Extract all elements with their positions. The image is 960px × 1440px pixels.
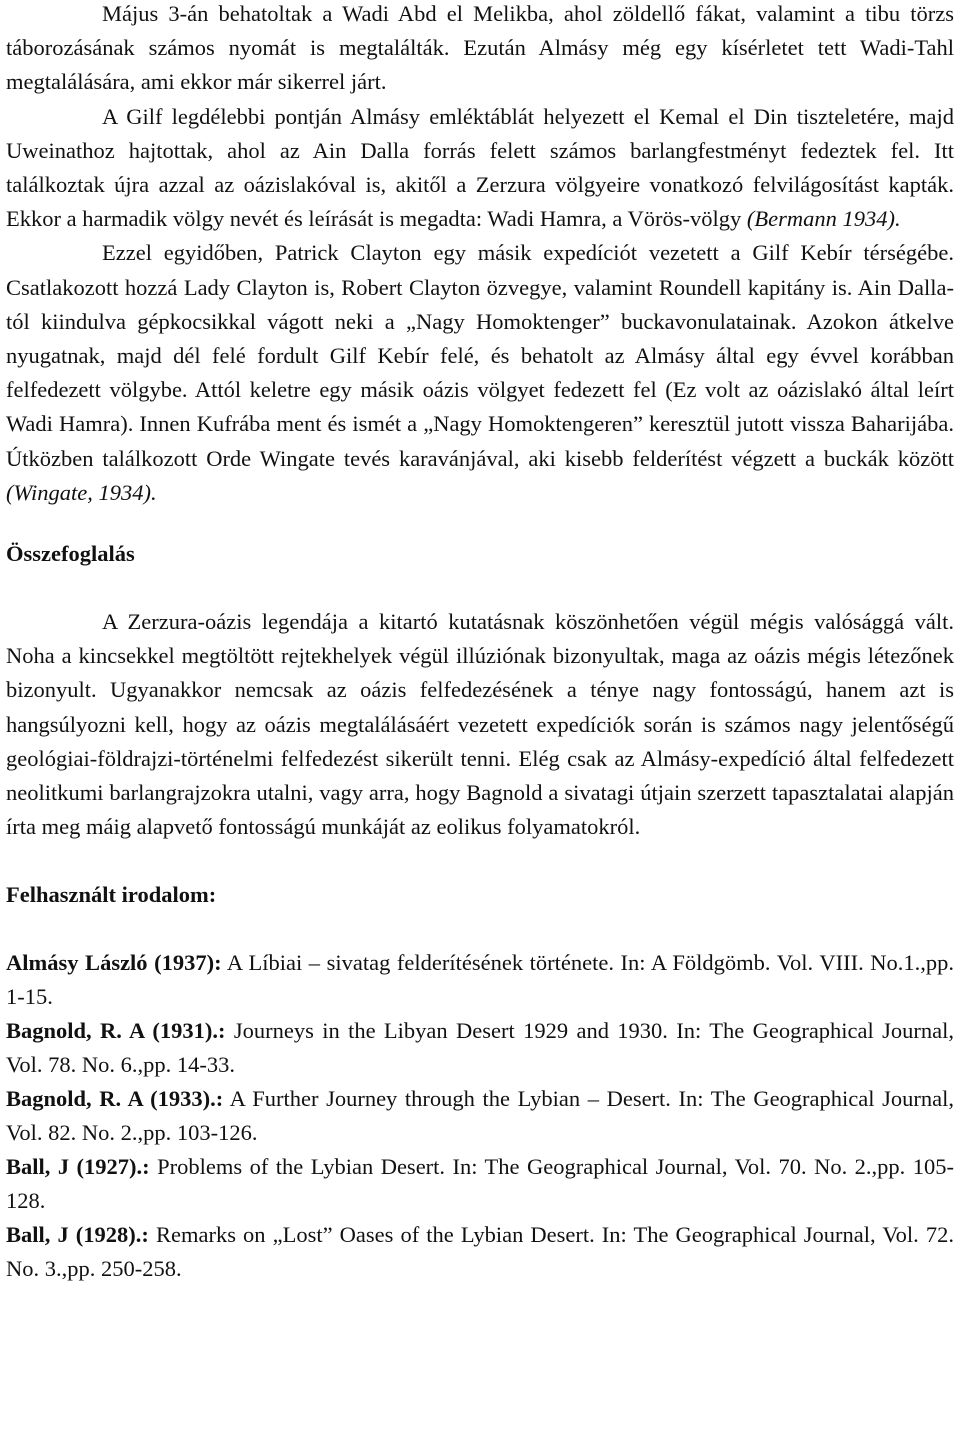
section-heading-summary: Összefoglalás (6, 541, 135, 567)
body-paragraph-1 (6, 0, 954, 100)
reference-text: Journeys in the Libyan Desert 1929 and 1930. In: The Geographical Journal, Vol. 78. No. 6.,pp. 14-33. (6, 1018, 955, 1078)
reference-author: Bagnold, R. A (1931).: (6, 1018, 226, 1044)
paragraph-text: A Zerzura-oázis legendája a kitartó kutatásnak köszönhetően végül mégis valósággá vált. Noha a kincsekkel megtöltött rejtekhelyek végül illúziónak bizonyultak, maga az oázis mégis létezőnek bizonyult. Ugyanakkor nemcsak az oázis felfedezésének a ténye nagy fontosságú, hanem azt is hangsúlyozni kell, hogy az oázis megtalálásáért vezetett expedíciók során is számos nagy jelentőségű geológiai-földrajzi-történelmi felfedezést sikerült tenni. Elég csak az Almásy-expedíció által felfedezett neolitkumi barlangrajzokra utalni, vagy arra, hogy Bagnold a sivatagi útjain szerzett tapasztalatai alapján írta meg máig alapvető fontosságú munkáját az eolikus folyamatokról. (6, 609, 954, 840)
body-paragraph-2 (6, 100, 954, 237)
reference-text: Remarks on „Lost” Oases of the Lybian Desert. In: The Geographical Journal, Vol. 72. No. 3.,pp. 250-258. (6, 1222, 954, 1282)
paragraph-text: A Gilf legdélebbi pontján Almásy emléktáblát helyezett el Kemal el Din tiszteletére, majd Uweinathoz hajtottak, ahol az Ain Dalla forrás felett számos barlangfestményt fedeztek fel. Itt találkoztak újra azzal az oázislakóval is, akitől a Zerzura völgyeire vonatkozó felvilágosítást kapták. Ekkor a harmadik völgy nevét és leírását is megadta: Wadi Hamra, a Vörös-völgy (6, 103, 954, 232)
reference-item (6, 1082, 954, 1150)
reference-author: Ball, J (1927).: (6, 1154, 150, 1180)
citation: (Bermann 1934). (746, 206, 901, 232)
reference-text: A Líbiai – sivatag felderítésének története. In: A Földgömb. Vol. VIII. No.1.,pp. 1-15. (6, 950, 954, 1010)
reference-author: Ball, J (1928).: (6, 1222, 149, 1248)
body-paragraph-3 (6, 236, 954, 510)
citation: (Wingate, 1934). (6, 479, 157, 505)
reference-author: Almásy László (1937): (6, 950, 222, 976)
reference-item (6, 1150, 954, 1218)
reference-item (6, 946, 954, 1014)
reference-item (6, 1218, 954, 1286)
section-heading-references: Felhasznált irodalom: (6, 882, 217, 908)
reference-text: Problems of the Lybian Desert. In: The Geographical Journal, Vol. 70. No. 2.,pp. 105-128. (6, 1154, 954, 1214)
paragraph-text: Ezzel egyidőben, Patrick Clayton egy másik expedíciót vezetett a Gilf Kebír térségébe. Csatlakozott hozzá Lady Clayton is, Robert Clayton özvegye, valamint Roundell kapitány is. Ain Dalla-tól kiindulva gépkocsikkal vágott neki a „Nagy Homoktenger” buckavonulatainak. Azokon átkelve nyugatnak, majd dél felé fordult Gilf Kebír felé, és behatolt az Almásy által egy évvel korábban felfedezett völgybe. Attól keletre egy másik oázis völgyet fedezett fel (Ez volt az oázislakó által leírt Wadi Hamra). Innen Kufrába ment és ismét a „Nagy Homoktengeren” keresztül jutott vissza Baharijába. Útközben találkozott Orde Wingate tevés karavánjával, aki kisebb felderítést végzett a buckák között (6, 240, 954, 471)
reference-item (6, 1014, 954, 1082)
reference-text: A Further Journey through the Lybian – Desert. In: The Geographical Journal, Vol. 82. No. 2.,pp. 103-126. (6, 1086, 954, 1146)
reference-author: Bagnold, R. A (1933).: (6, 1086, 224, 1112)
reference-list (6, 946, 954, 1286)
summary-paragraph (6, 605, 954, 844)
paragraph-text: Május 3-án behatoltak a Wadi Abd el Melikba, ahol zöldellő fákat, valamint a tibu törzs táborozásának számos nyomát is megtalálták. Ezután Almásy még egy kísérletet tett Wadi-Tahl megtalálására, ami ekkor már sikerrel járt. (6, 1, 954, 95)
